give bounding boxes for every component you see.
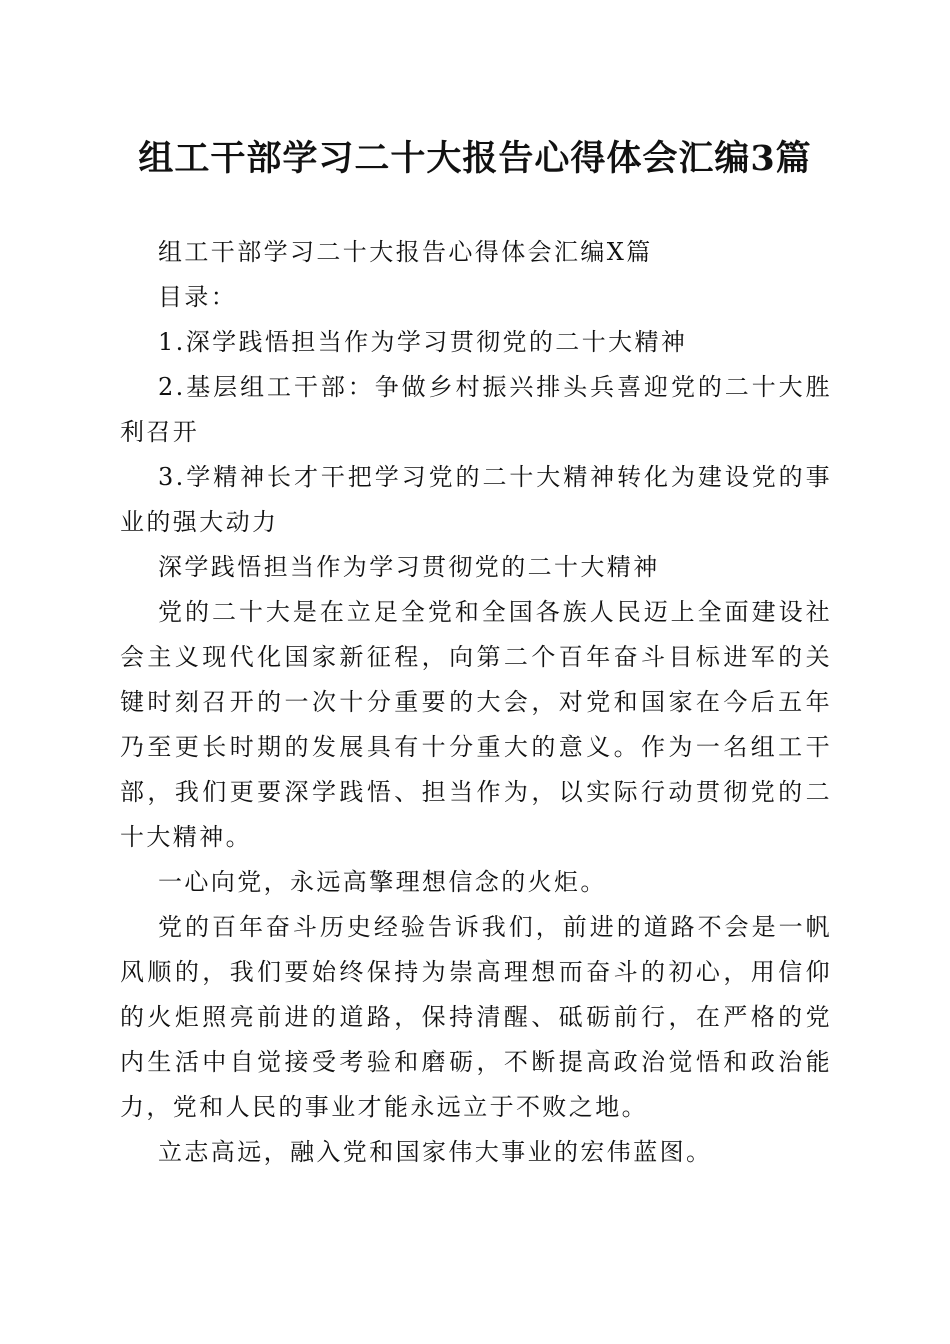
section-title: 深学践悟担当作为学习贯彻党的二十大精神 (158, 553, 660, 581)
subheading-2: 立志高远，融入党和国家伟大事业的宏伟蓝图。 (158, 1138, 713, 1166)
body-paragraph-2: 党的百年奋斗历史经验告诉我们，前进的道路不会是一帆风顺的，我们要始终保持为崇高理想而奋斗的初心，用信仰的火炬照亮前进的道路，保持清醒、砥砺前行，在严格的党内生活中自觉接受考验和磨砺，不断提高政治觉悟和政治能力，党和人民的事业才能永远立于不败之地。 (120, 913, 832, 1121)
subheading-1: 一心向党，永远高擎理想信念的火炬。 (158, 868, 607, 896)
document-body (120, 230, 832, 1175)
toc-item-2: 2.基层组工干部：争做乡村振兴排头兵喜迎党的二十大胜利召开 (120, 373, 832, 446)
toc-label: 目录： (158, 283, 238, 311)
body-paragraph-1: 党的二十大是在立足全党和全国各族人民迈上全面建设社会主义现代化国家新征程，向第二个百年奋斗目标进军的关键时刻召开的一次十分重要的大会，对党和国家在今后五年乃至更长时期的发展具有十分重大的意义。作为一名组工干部，我们更要深学践悟、担当作为，以实际行动贯彻党的二十大精神。 (120, 598, 832, 851)
document-title: 组工干部学习二十大报告心得体会汇编3篇 (138, 138, 812, 179)
toc-item-1: 1.深学践悟担当作为学习贯彻党的二十大精神 (158, 328, 688, 356)
document-subtitle: 组工干部学习二十大报告心得体会汇编X篇 (158, 238, 653, 266)
toc-item-3: 3.学精神长才干把学习党的二十大精神转化为建设党的事业的强大动力 (120, 463, 832, 536)
